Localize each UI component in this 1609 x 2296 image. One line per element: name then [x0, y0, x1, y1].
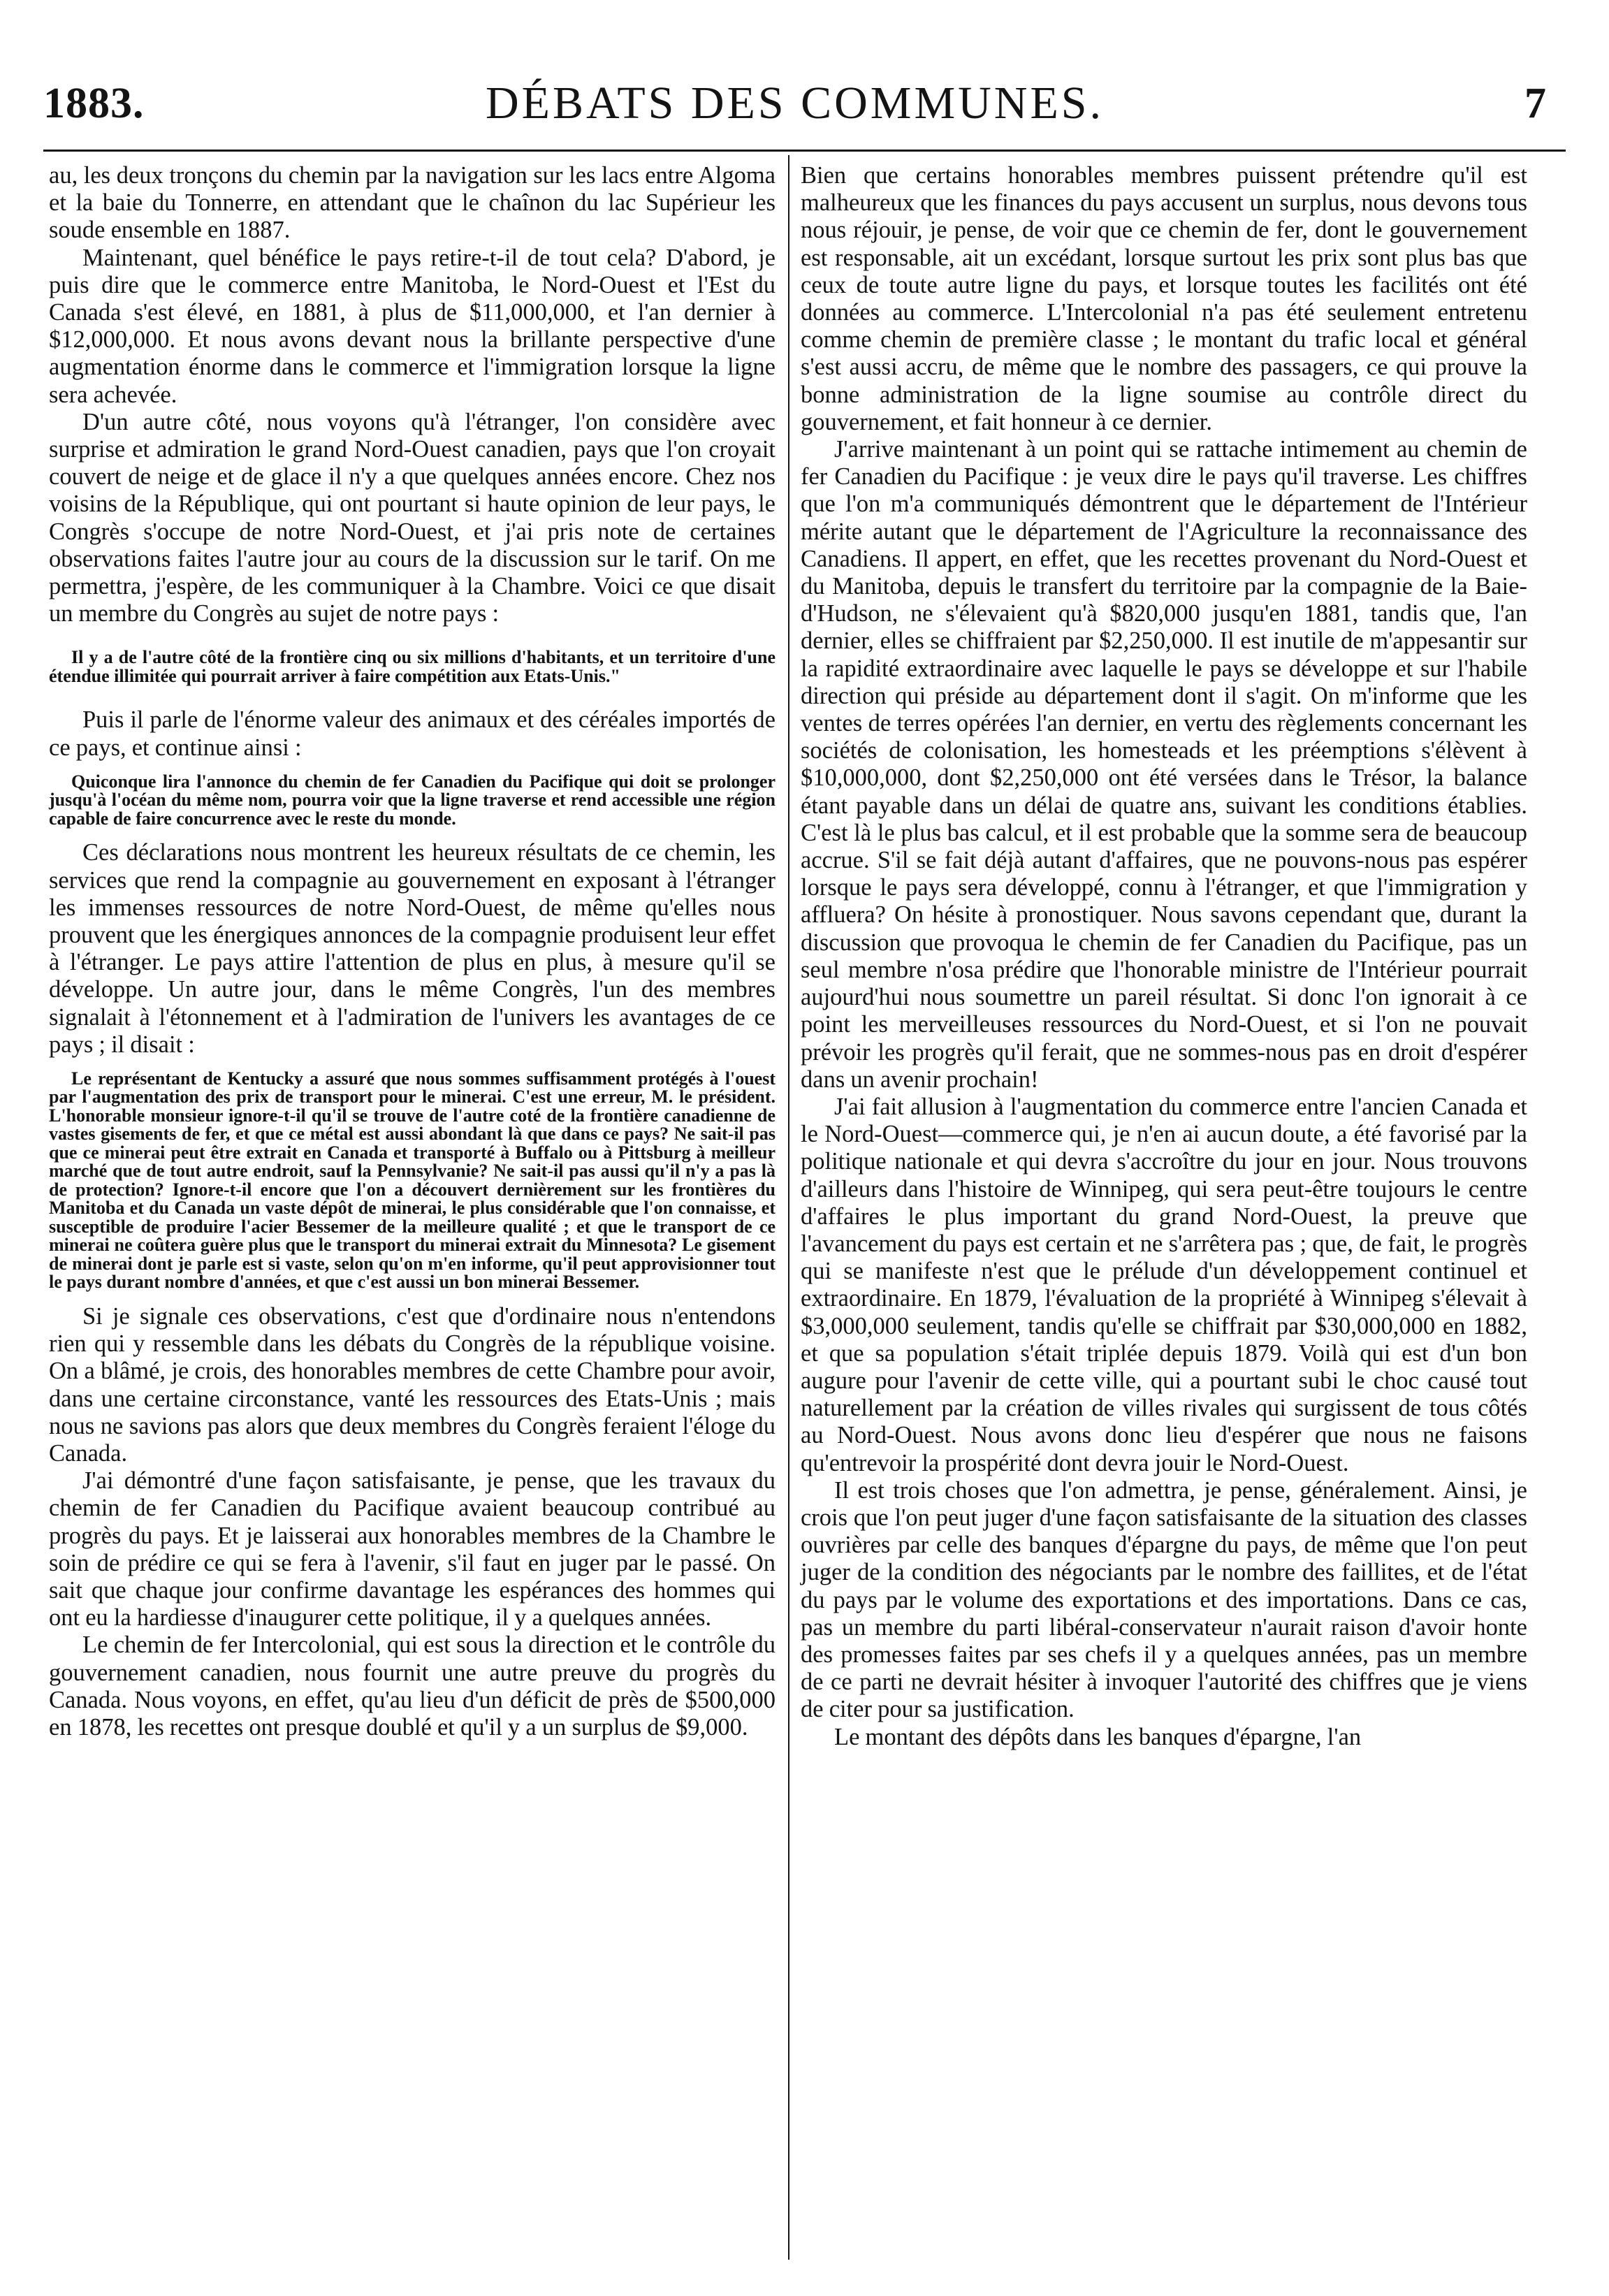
- header-page-number: 7: [1524, 80, 1546, 127]
- quotation: Quiconque lira l'annonce du chemin de fer Canadien du Pacifique qui doit se prolonger jusqu'à l'océan du même nom, pourra voir que la ligne traverse et rend accessible une région capable de faire concurrence avec le reste du monde.: [49, 771, 776, 829]
- paragraph: Bien que certains honorables membres puissent prétendre qu'il est malheureux que les finances du pays accusent un surplus, nous devons tous nous réjouir, je pense, de voir que ce chemin de fer, dont le gouvernement est responsable, ait un excédant, lorsque surtout les prix sont plus bas que ceux de toute autre ligne du pays, et lorsque toutes les facilités ont été données au commerce. L'Intercolonial n'a pas été seulement entretenu comme chemin de première classe ; le montant du trafic local et général s'est aussi accru, de même que le nombre des passagers, ce qui prouve la bonne administration de la ligne soumise au contrôle direct du gouvernement, et fait honneur à ce dernier.: [801, 162, 1527, 435]
- left-column: [49, 162, 776, 1741]
- paragraph: Puis il parle de l'énorme valeur des animaux et des céréales importés de ce pays, et continue ainsi :: [49, 706, 776, 761]
- paragraph: J'ai démontré d'une façon satisfaisante, je pense, que les travaux du chemin de fer Canadien du Pacifique avaient beaucoup contribué au progrès du pays. Et je laisserai aux honorables membres de la Chambre le soin de prédire ce qui se fera à l'avenir, s'il faut en juger par le passé. On sait que chaque jour confirme davantage les espérances des hommes qui ont eu la hardiesse d'inaugurer cette politique, il y a quelques années.: [49, 1467, 776, 1632]
- header-year: 1883.: [43, 80, 145, 127]
- paragraph: J'ai fait allusion à l'augmentation du commerce entre l'ancien Canada et le Nord-Ouest—commerce qui, je n'en ai aucun doute, a été favorisé par la politique nationale et qui devra s'accroître du jour en jour. Nous trouvons d'ailleurs dans l'histoire de Winnipeg, qui sera peut-être toujours le centre d'affaires le plus important du grand Nord-Ouest, la preuve que l'avancement du pays est certain et ne s'arrêtera pas ; que, de fait, le progrès qui se manifeste n'est que le prélude d'un développement continuel et extraordinaire. En 1879, l'évaluation de la propriété à Winnipeg s'élevait à $3,000,000 seulement, tandis qu'elle se chiffrait par $30,000,000 en 1882, et que sa population s'était triplée depuis 1879. Voilà qui est d'un bon augure pour l'avenir de cette ville, qui a pourtant subi le choc causé tout naturellement par la création de villes rivales qui surgissent de tous côtés au Nord-Ouest. Nous avons donc lieu d'espérer que nous ne faisons qu'entrevoir la prospérité dont devra jouir le Nord-Ouest.: [801, 1093, 1527, 1476]
- paragraph: Ces déclarations nous montrent les heureux résultats de ce chemin, les services que rend la compagnie au gouvernement en exposant à l'étranger les immenses ressources de notre Nord-Ouest, de même qu'elles nous prouvent que les énergiques annonces de la compagnie produisent leur effet à l'étranger. Le pays attire l'attention de plus en plus, à mesure qu'il se développe. Un autre jour, dans le même Congrès, l'un des membres signalait à l'étonnement et à l'admiration de l'univers les avantages de ce pays ; il disait :: [49, 839, 776, 1058]
- column-divider: [788, 155, 789, 2260]
- header-rule: [43, 150, 1566, 152]
- quotation: Le représentant de Kentucky a assuré que nous sommes suffisamment protégés à l'ouest par l'augmentation des prix de transport pour le minerai. C'est une erreur, M. le président. L'honorable monsieur ignore-t-il qu'il se trouve de l'autre coté de la frontière canadienne de vastes gisements de fer, et que ce métal est aussi abondant là que dans ce pays? Ne sait-il pas que ce minerai peut être extrait en Canada et transporté à Buffalo ou à Pittsburg à meilleur marché que de tout autre endroit, sauf la Pennsylvanie? Ne sait-il pas aussi qu'il n'y a pas là de protection? Ignore-t-il encore que l'on a découvert dernièrement sur les frontières du Manitoba et du Canada un vaste dépôt de minerai, le plus considérable que l'on connaisse, et susceptible de produire l'acier Bessemer de la meilleure qualité ; et que le transport de ce minerai ne coûtera guère plus que le transport du minerai extrait du Minnesota? Le gisement de minerai dont je parle est si vaste, selon qu'on m'en informe, qu'il peut approvisionner tout le pays durant nombre d'années, et que c'est aussi un bon minerai Bessemer.: [49, 1068, 776, 1293]
- paragraph: Si je signale ces observations, c'est que d'ordinaire nous n'entendons rien qui y ressemble dans les débats du Congrès de la république voisine. On a blâmé, je crois, des honorables membres de cette Chambre pour avoir, dans une certaine circonstance, vanté les ressources des Etats-Unis ; mais nous ne savions pas alors que deux membres du Congrès feraient l'éloge du Canada.: [49, 1302, 776, 1467]
- quotation: Il y a de l'autre côté de la frontière cinq ou six millions d'habitants, et un territoire d'une étendue illimitée qui pourrait arriver à faire compétition aux Etats-Unis.": [49, 647, 776, 686]
- paragraph: au, les deux tronçons du chemin par la navigation sur les lacs entre Algoma et la baie du Tonnerre, en attendant que le chaînon du lac Supérieur les soude ensemble en 1887.: [49, 162, 776, 244]
- page-header: [43, 75, 1546, 131]
- paragraph: Le chemin de fer Intercolonial, qui est sous la direction et le contrôle du gouvernement canadien, nous fournit une autre preuve du progrès du Canada. Nous voyons, en effet, qu'au lieu d'un déficit de près de $500,000 en 1878, les recettes ont presque doublé et qu'il y a un surplus de $9,000.: [49, 1632, 776, 1741]
- paragraph: Le montant des dépôts dans les banques d'épargne, l'an: [834, 1723, 1362, 1750]
- paragraph: Maintenant, quel bénéfice le pays retire-t-il de tout cela? D'abord, je puis dire que le commerce entre Manitoba, le Nord-Ouest et l'Est du Canada s'est élevé, en 1881, à plus de $11,000,000, et l'an dernier à $12,000,000. Et nous avons devant nous la brillante perspective d'une augmentation énorme dans le commerce et l'immigration lorsque la ligne sera achevée.: [49, 244, 776, 408]
- paragraph: Il est trois choses que l'on admettra, je pense, généralement. Ainsi, je crois que l'on peut juger d'une façon satisfaisante de la situation des classes ouvrières par celle des banques d'épargne du pays, de même que l'on peut juger de la condition des négociants par le nombre des faillites, et de l'état du pays par le volume des exportations et des importations. Dans ce cas, pas un membre du parti libéral-conservateur n'aurait raison d'avoir honte des promesses faites par ses chefs il y a quelques années, pas un membre de ce parti ne devrait hésiter à invoquer l'autorité des chiffres que je viens de citer pour sa justification.: [801, 1476, 1527, 1723]
- header-title: DÉBATS DES COMMUNES.: [486, 78, 1104, 129]
- right-column: [801, 162, 1527, 1751]
- paragraph: J'arrive maintenant à un point qui se rattache intimement au chemin de fer Canadien du Pacifique : je veux dire le pays qu'il traverse. Les chiffres que l'on m'a communiqués démontrent que le département de l'Intérieur mérite autant que le département de l'Agriculture la reconnaissance des Canadiens. Il appert, en effet, que les recettes provenant du Nord-Ouest et du Manitoba, depuis le transfert du territoire par la compagnie de la Baie-d'Hudson, ne s'élevaient qu'à $820,000 jusqu'en 1881, tandis que, l'an dernier, elles se chiffraient par $2,250,000. Il est inutile de m'appesantir sur la rapidité extraordinaire avec laquelle le pays se développe et sur l'habile direction qui préside au département dont il s'agit. On m'informe que les ventes de terres opérées l'an dernier, en vertu des règlements concernant les sociétés de colonisation, les homesteads et les préemptions s'élèvent à $10,000,000, dont $2,250,000 ont été versées dans le Trésor, la balance étant payable dans un délai de quatre ans, suivant les conditions établies. C'est là le plus bas calcul, et il est probable que la somme sera de beaucoup accrue. S'il se fait déjà autant d'affaires, que ne pouvons-nous pas espérer lorsque le pays sera développé, connu à l'étranger, et que l'immigration y affluera? On hésite à pronostiquer. Nous savons cependant que, durant la discussion que provoqua le chemin de fer Canadien du Pacifique, pas un seul membre n'osa prédire que l'honorable ministre de l'Intérieur pourrait aujourd'hui nous soumettre un pareil résultat. Si donc l'on ignorait à ce point les merveilleuses ressources du Nord-Ouest, et si l'on ne pouvait prévoir les progrès qu'il ferait, que ne sommes-nous pas en droit d'espérer dans un avenir prochain!: [801, 436, 1527, 1093]
- paragraph: D'un autre côté, nous voyons qu'à l'étranger, l'on considère avec surprise et admiration le grand Nord-Ouest canadien, pays que l'on croyait couvert de neige et de glace il n'y a que quelques années encore. Chez nos voisins de la République, qui ont pourtant si haute opinion de leur pays, le Congrès s'occupe de notre Nord-Ouest, et j'ai pris note de certaines observations faites l'autre jour au cours de la discussion sur le tarif. On me permettra, j'espère, de les communiquer à la Chambre. Voici ce que disait un membre du Congrès au sujet de notre pays :: [49, 408, 776, 627]
